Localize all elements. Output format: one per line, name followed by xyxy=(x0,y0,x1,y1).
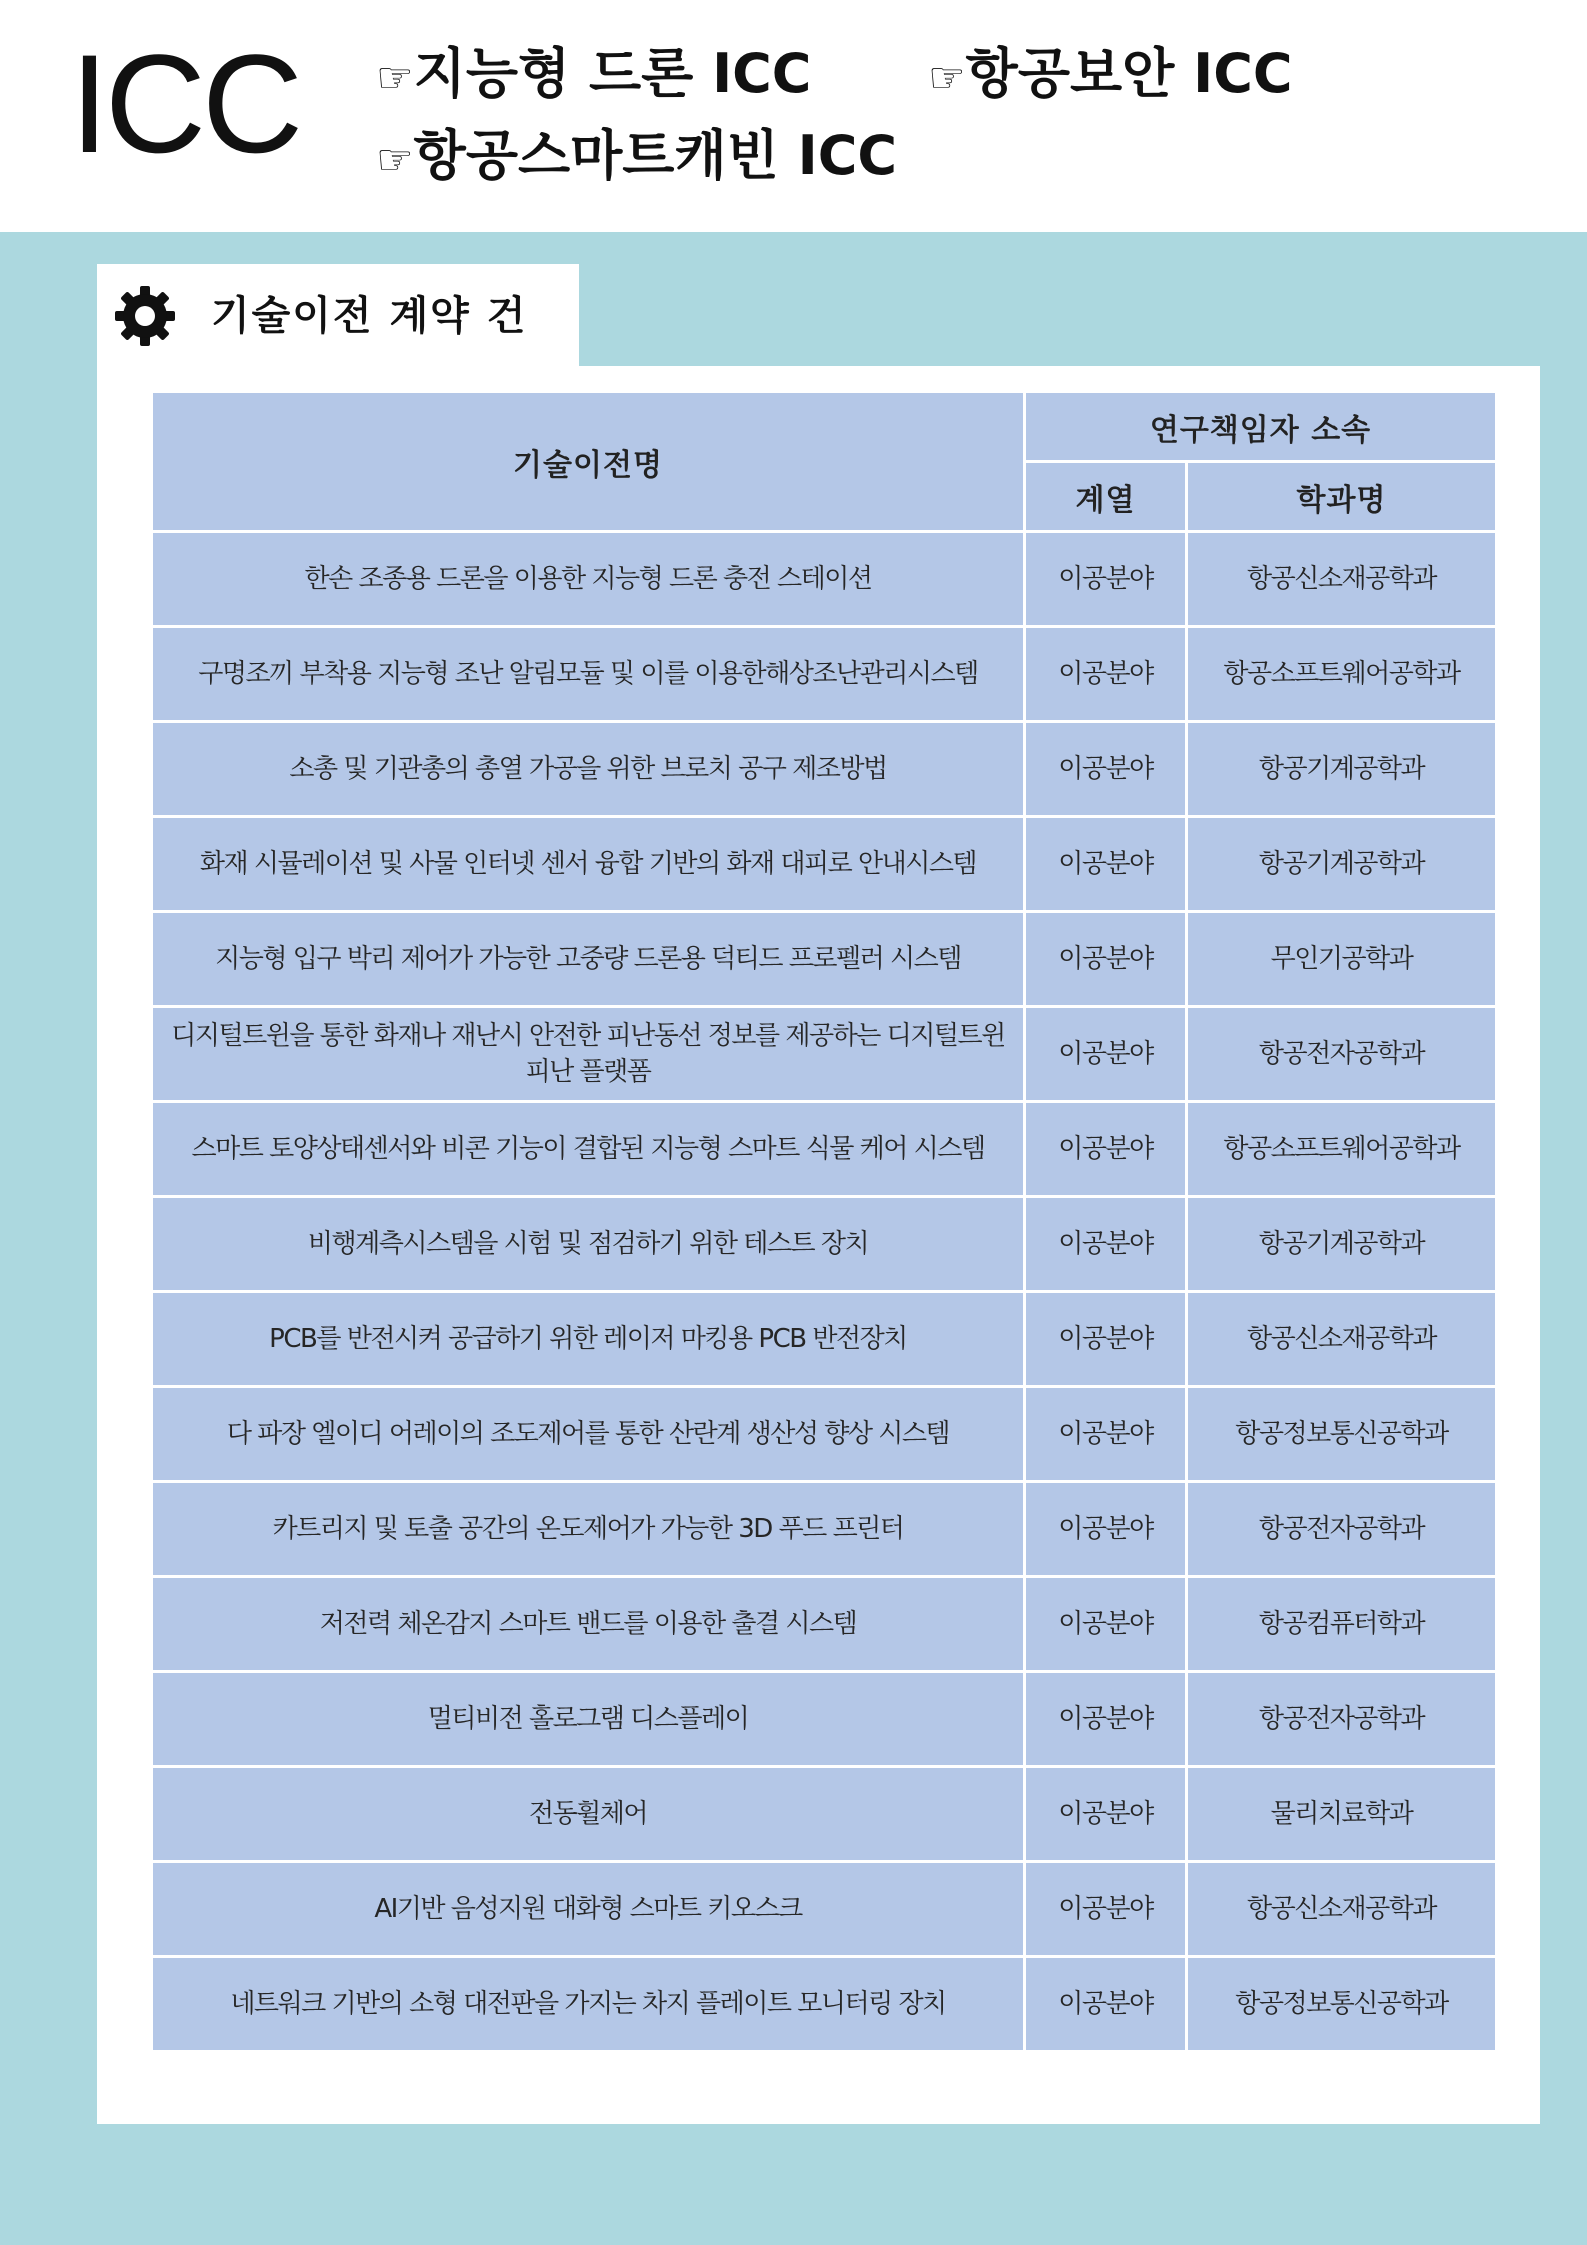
field-cell: 이공분야 xyxy=(1025,1862,1187,1957)
department-cell: 항공신소재공학과 xyxy=(1187,532,1497,627)
pointing-hand-icon: ☞ xyxy=(928,53,966,102)
link-security-icc[interactable] xyxy=(928,42,1292,110)
department-cell: 항공전자공학과 xyxy=(1187,1007,1497,1102)
department-cell: 무인기공학과 xyxy=(1187,912,1497,1007)
table-row xyxy=(152,912,1497,1007)
table-row xyxy=(152,1957,1497,2052)
icc-logo: ICC xyxy=(70,25,300,182)
field-cell: 이공분야 xyxy=(1025,1957,1187,2052)
department-cell: 항공신소재공학과 xyxy=(1187,1292,1497,1387)
tech-title-cell: 저전력 체온감지 스마트 밴드를 이용한 출결 시스템 xyxy=(152,1577,1025,1672)
field-cell: 이공분야 xyxy=(1025,1197,1187,1292)
table-row xyxy=(152,1672,1497,1767)
header-department: 학과명 xyxy=(1187,462,1497,532)
field-cell: 이공분야 xyxy=(1025,1767,1187,1862)
department-cell: 항공기계공학과 xyxy=(1187,817,1497,912)
table-row xyxy=(152,627,1497,722)
section-title: 기술이전 계약 건 xyxy=(211,293,528,339)
table-row xyxy=(152,532,1497,627)
department-cell: 항공컴퓨터학과 xyxy=(1187,1577,1497,1672)
tech-title-cell: 멀티비전 홀로그램 디스플레이 xyxy=(152,1672,1025,1767)
tech-title-cell: 비행계측시스템을 시험 및 점검하기 위한 테스트 장치 xyxy=(152,1197,1025,1292)
tech-title-cell: 구명조끼 부착용 지능형 조난 알림모듈 및 이를 이용한해상조난관리시스템 xyxy=(152,627,1025,722)
tech-title-cell: 스마트 토양상태센서와 비콘 기능이 결합된 지능형 스마트 식물 케어 시스템 xyxy=(152,1102,1025,1197)
field-cell: 이공분야 xyxy=(1025,627,1187,722)
table-row xyxy=(152,1102,1497,1197)
field-cell: 이공분야 xyxy=(1025,912,1187,1007)
department-cell: 항공정보통신공학과 xyxy=(1187,1387,1497,1482)
tech-title-cell: 소총 및 기관총의 총열 가공을 위한 브로치 공구 제조방법 xyxy=(152,722,1025,817)
tech-title-cell: 카트리지 및 토출 공간의 온도제어가 가능한 3D 푸드 프린터 xyxy=(152,1482,1025,1577)
tech-title-cell: 디지털트윈을 통한 화재나 재난시 안전한 피난동선 정보를 제공하는 디지털트윈 피난 플랫폼 xyxy=(152,1007,1025,1102)
section-header xyxy=(97,264,579,368)
tech-title-cell: AI기반 음성지원 대화형 스마트 키오스크 xyxy=(152,1862,1025,1957)
link-drone-icc[interactable] xyxy=(376,42,811,110)
field-cell: 이공분야 xyxy=(1025,1387,1187,1482)
field-cell: 이공분야 xyxy=(1025,1292,1187,1387)
page-header xyxy=(0,0,1587,232)
link-smart-cabin-icc[interactable] xyxy=(376,124,897,192)
field-cell: 이공분야 xyxy=(1025,722,1187,817)
table-row xyxy=(152,1197,1497,1292)
tech-title-cell: 지능형 입구 박리 제어가 가능한 고중량 드론용 덕티드 프로펠러 시스템 xyxy=(152,912,1025,1007)
department-cell: 항공소프트웨어공학과 xyxy=(1187,627,1497,722)
field-cell: 이공분야 xyxy=(1025,1482,1187,1577)
table-row xyxy=(152,817,1497,912)
field-cell: 이공분야 xyxy=(1025,1007,1187,1102)
link-label: 항공보안 ICC xyxy=(965,42,1293,105)
tech-title-cell: 전동휠체어 xyxy=(152,1767,1025,1862)
field-cell: 이공분야 xyxy=(1025,1672,1187,1767)
table-row xyxy=(152,722,1497,817)
header-field: 계열 xyxy=(1025,462,1187,532)
department-cell: 물리치료학과 xyxy=(1187,1767,1497,1862)
department-cell: 항공전자공학과 xyxy=(1187,1482,1497,1577)
header-tech-name: 기술이전명 xyxy=(152,392,1025,532)
header-affiliation: 연구책임자 소속 xyxy=(1025,392,1497,462)
tech-title-cell: 다 파장 엘이디 어레이의 조도제어를 통한 산란계 생산성 향상 시스템 xyxy=(152,1387,1025,1482)
table-row xyxy=(152,1292,1497,1387)
link-label: 항공스마트캐빈 ICC xyxy=(413,124,897,187)
table-row xyxy=(152,1767,1497,1862)
tech-transfer-table xyxy=(150,390,1498,2053)
pointing-hand-icon: ☞ xyxy=(376,53,414,102)
link-label: 지능형 드론 ICC xyxy=(413,42,812,105)
department-cell: 항공기계공학과 xyxy=(1187,1197,1497,1292)
table-row xyxy=(152,1482,1497,1577)
department-cell: 항공신소재공학과 xyxy=(1187,1862,1497,1957)
field-cell: 이공분야 xyxy=(1025,532,1187,627)
tech-title-cell: PCB를 반전시켜 공급하기 위한 레이저 마킹용 PCB 반전장치 xyxy=(152,1292,1025,1387)
gear-icon xyxy=(113,284,177,348)
field-cell: 이공분야 xyxy=(1025,1577,1187,1672)
tech-title-cell: 한손 조종용 드론을 이용한 지능형 드론 충전 스테이션 xyxy=(152,532,1025,627)
department-cell: 항공정보통신공학과 xyxy=(1187,1957,1497,2052)
table-row xyxy=(152,1862,1497,1957)
table-row xyxy=(152,1007,1497,1102)
department-cell: 항공기계공학과 xyxy=(1187,722,1497,817)
table-row xyxy=(152,1387,1497,1482)
department-cell: 항공전자공학과 xyxy=(1187,1672,1497,1767)
tech-title-cell: 네트워크 기반의 소형 대전판을 가지는 차지 플레이트 모니터링 장치 xyxy=(152,1957,1025,2052)
department-cell: 항공소프트웨어공학과 xyxy=(1187,1102,1497,1197)
pointing-hand-icon: ☞ xyxy=(376,135,414,184)
field-cell: 이공분야 xyxy=(1025,817,1187,912)
table-row xyxy=(152,1577,1497,1672)
tech-title-cell: 화재 시뮬레이션 및 사물 인터넷 센서 융합 기반의 화재 대피로 안내시스템 xyxy=(152,817,1025,912)
field-cell: 이공분야 xyxy=(1025,1102,1187,1197)
